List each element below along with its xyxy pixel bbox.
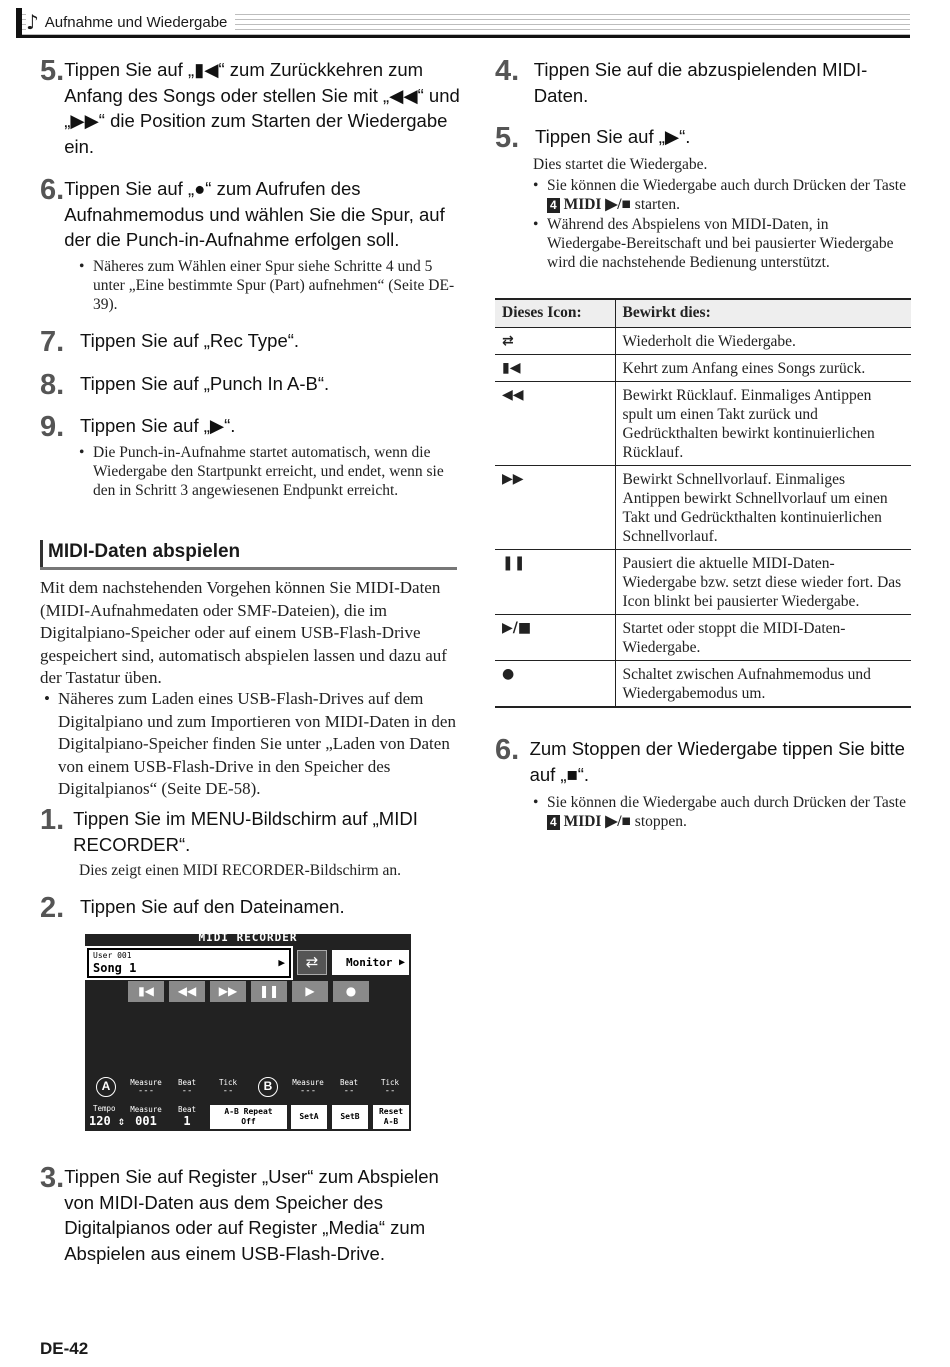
- beat-label-main: Beat: [177, 1105, 197, 1114]
- section-title: MIDI-Daten abspielen: [48, 541, 241, 562]
- arrow-right-icon: ▶: [278, 956, 285, 969]
- rewind-to-start-icon: ▮◀: [495, 354, 615, 381]
- key-badge: 4: [547, 815, 560, 830]
- midi-recorder-screen: [85, 934, 411, 1131]
- step-text: Tippen Sie auf „▶“.: [535, 126, 691, 147]
- intro-bullet: • Näheres zum Laden eines USB-Flash-Drives auf dem Digitalpiano und zum Importieren von MIDI-Daten in den Digitalpiano-Speicher finden Sie unter „Laden von Daten von einem USB-Flash-Drive in den Speicher des Digitalpianos“ (Seite DE-58).: [40, 688, 460, 801]
- step-number: 5.: [40, 55, 65, 87]
- measure-value-main[interactable]: 001: [135, 1114, 157, 1128]
- play-icon[interactable]: ▶: [292, 981, 328, 1002]
- table-header-effect: Bewirkt dies:: [615, 299, 911, 327]
- table-row: [495, 327, 911, 354]
- step-text: Tippen Sie auf „▶“.: [80, 415, 236, 436]
- measure-label-b: Measure: [292, 1078, 324, 1087]
- tick-value-a: --: [222, 1086, 234, 1096]
- step-text: Tippen Sie auf „▮◀“ zum Zurückkehren zum Anfang des Songs oder stellen Sie mit „◀◀“ und „▶▶“ die Position zum Starten der Wiedergabe ein.: [64, 59, 460, 157]
- tick-label-b: Tick: [380, 1078, 400, 1087]
- step-text: Tippen Sie auf die abzuspielenden MIDI-Daten.: [533, 59, 868, 106]
- pause-icon: ❚❚: [495, 549, 615, 614]
- midi-step-5-bullet-1: • Sie können die Wiedergabe auch durch Drücken der Taste 4 MIDI ▶/■ starten.: [533, 176, 911, 214]
- midi-step-1-note: Dies zeigt einen MIDI RECORDER-Bildschirm an.: [79, 862, 402, 879]
- table-row: [495, 660, 911, 707]
- table-cell: Bewirkt Schnellvorlauf. Einmaliges Antippen bewirkt Schnellvorlauf um einen Takt und Gedrückthalten kontinuierlichen Schnellvorlauf.: [615, 465, 911, 549]
- stepper-icon: ⇕: [117, 1114, 126, 1128]
- step-number: 4.: [495, 55, 520, 87]
- measure-value-b: ---: [299, 1086, 317, 1096]
- step-number: 3.: [40, 1162, 65, 1194]
- reset-ab-button[interactable]: Reset A-B: [373, 1105, 409, 1129]
- step-number: 5.: [495, 122, 520, 154]
- step-6-punch: [40, 176, 460, 253]
- step-number: 6.: [40, 174, 65, 206]
- repeat-icon[interactable]: ⇄: [297, 950, 327, 975]
- midi-step-1: [40, 806, 460, 857]
- fast-forward-icon: ▶▶: [495, 465, 615, 549]
- step-text: Tippen Sie im MENU-Bildschirm auf „MIDI RECORDER“.: [73, 808, 418, 855]
- table-row: [495, 614, 911, 660]
- key-badge: 4: [547, 198, 560, 213]
- midi-step-6: [495, 736, 910, 787]
- play-stop-icon: ▶/■: [495, 614, 615, 660]
- step-6-bullet: • Näheres zum Wählen einer Spur siehe Schritte 4 und 5 unter „Eine bestimmte Spur (Part) aufnehmen“ (Seite DE-39).: [79, 257, 459, 314]
- tempo-label: Tempo: [93, 1104, 116, 1113]
- point-a-icon: A: [96, 1077, 116, 1097]
- step-7: [40, 328, 460, 356]
- midi-step-6-bullet: • Sie können die Wiedergabe auch durch Drücken der Taste 4 MIDI ▶/■ stoppen.: [533, 793, 911, 831]
- step-text: Tippen Sie auf „Rec Type“.: [80, 330, 300, 351]
- page-number: DE-42: [40, 1339, 89, 1358]
- rewind-to-start-icon[interactable]: ▮◀: [128, 981, 164, 1002]
- step-text: Tippen Sie auf „Punch In A-B“.: [80, 373, 330, 394]
- midi-step-5-note: Dies startet die Wiedergabe.: [533, 156, 708, 173]
- table-header-icon: Dieses Icon:: [495, 299, 615, 327]
- point-b-icon: B: [258, 1077, 278, 1097]
- step-number: 2.: [40, 892, 65, 924]
- step-text: Tippen Sie auf den Dateinamen.: [80, 896, 345, 917]
- ab-repeat-button[interactable]: A-B Repeat Off: [210, 1105, 287, 1129]
- section-heading: [40, 540, 457, 570]
- table-header: [495, 299, 911, 327]
- step-text: Tippen Sie auf Register „User“ zum Abspielen von MIDI-Daten aus dem Speicher des Digitalpianos oder auf Register „Media“ zum Abspielen aus einem USB-Flash-Drive.: [64, 1166, 439, 1264]
- record-icon: ●: [495, 660, 615, 707]
- step-number: 9.: [40, 411, 65, 443]
- tick-label-a: Tick: [218, 1078, 238, 1087]
- fast-forward-icon[interactable]: ▶▶: [210, 981, 246, 1002]
- table-cell: Schaltet zwischen Aufnahmemodus und Wiedergabemodus um.: [615, 660, 911, 707]
- monitor-button[interactable]: Monitor ▶: [332, 950, 409, 975]
- table-row: [495, 549, 911, 614]
- table-cell: Kehrt zum Anfang eines Songs zurück.: [615, 354, 911, 381]
- step-text: Zum Stoppen der Wiedergabe tippen Sie bitte auf „■“.: [529, 738, 905, 785]
- record-icon[interactable]: ●: [333, 981, 369, 1002]
- tick-value-b: --: [384, 1086, 396, 1096]
- table-row: [495, 354, 911, 381]
- step-number: 1.: [40, 804, 65, 836]
- table-cell: Pausiert die aktuelle MIDI-Daten-Wiedergabe bzw. setzt diese wieder fort. Das Icon blinkt bei pausierter Wiedergabe.: [615, 549, 911, 614]
- midi-step-5-bullet-2: • Während des Abspielens von MIDI-Daten, in Wiedergabe-Bereitschaft und bei pausierter Wiedergabe wird die nachstehende Bedienung unterstützt.: [533, 215, 911, 272]
- measure-label-main: Measure: [130, 1105, 162, 1114]
- page-header: [16, 8, 910, 38]
- rewind-icon[interactable]: ◀◀: [169, 981, 205, 1002]
- user-label: User 001: [93, 951, 132, 960]
- icon-table: [495, 298, 911, 708]
- header-rule: [16, 35, 910, 38]
- table-row: [495, 381, 911, 465]
- beat-value-a: --: [181, 1086, 193, 1096]
- step-number: 7.: [40, 326, 65, 358]
- arrow-right-icon: ▶: [398, 957, 405, 968]
- screen-title: MIDI RECORDER: [198, 934, 298, 944]
- music-note-icon: ♪: [26, 10, 39, 34]
- step-number: 6.: [495, 734, 520, 766]
- table-cell: Startet oder stoppt die MIDI-Daten-Wiedergabe.: [615, 614, 911, 660]
- table-cell: Wiederholt die Wiedergabe.: [615, 327, 911, 354]
- set-a-button[interactable]: SetA: [291, 1105, 327, 1129]
- midi-step-3: [40, 1164, 460, 1266]
- intro-paragraph: Mit dem nachstehenden Vorgehen können Sie MIDI-Daten (MIDI-Aufnahmedaten oder SMF-Dateien), die im Digitalpiano-Speicher oder auf einem USB-Flash-Drive gespeichert sind, automatisch abspielen lassen und dazu auf der Tastatur üben.: [40, 578, 447, 687]
- song-label: Song 1: [93, 961, 137, 975]
- table-row: [495, 465, 911, 549]
- header-title: Aufnahme und Wiedergabe: [44, 13, 228, 31]
- table-cell: Bewirkt Rücklauf. Einmaliges Antippen spult um einen Takt zurück und Gedrückthalten bewirkt kontinuierlichen Rücklauf.: [615, 381, 911, 465]
- beat-label-b: Beat: [339, 1078, 359, 1087]
- step-number: 8.: [40, 369, 65, 401]
- repeat-icon: ⇄: [495, 327, 615, 354]
- set-b-button[interactable]: SetB: [332, 1105, 368, 1129]
- step-text: Tippen Sie auf „●“ zum Aufrufen des Aufnahmemodus und wählen Sie die Spur, auf der die Punch-in-Aufnahme erfolgen soll.: [64, 178, 445, 250]
- pause-icon[interactable]: ❚❚: [251, 981, 287, 1002]
- beat-value-b: --: [343, 1086, 355, 1096]
- beat-value-main[interactable]: 1: [183, 1114, 191, 1128]
- song-name-field[interactable]: [87, 948, 291, 978]
- measure-label-a: Measure: [130, 1078, 162, 1087]
- measure-value-a: ---: [137, 1086, 155, 1096]
- step-5-punch: [40, 57, 460, 159]
- beat-label-a: Beat: [177, 1078, 197, 1087]
- rewind-icon: ◀◀: [495, 381, 615, 465]
- midi-step-2: [40, 894, 460, 922]
- step-9-bullet: • Die Punch-in-Aufnahme startet automatisch, wenn die Wiedergabe den Startpunkt erreicht, und endet, wenn sie den in Schritt 3 angewiesenen Endpunkt erreicht.: [79, 443, 459, 500]
- midi-step-5: [495, 124, 910, 152]
- step-9: [40, 413, 460, 441]
- step-8: [40, 371, 460, 399]
- tempo-value[interactable]: 120 ⇕: [89, 1114, 126, 1128]
- midi-step-4: [495, 57, 910, 108]
